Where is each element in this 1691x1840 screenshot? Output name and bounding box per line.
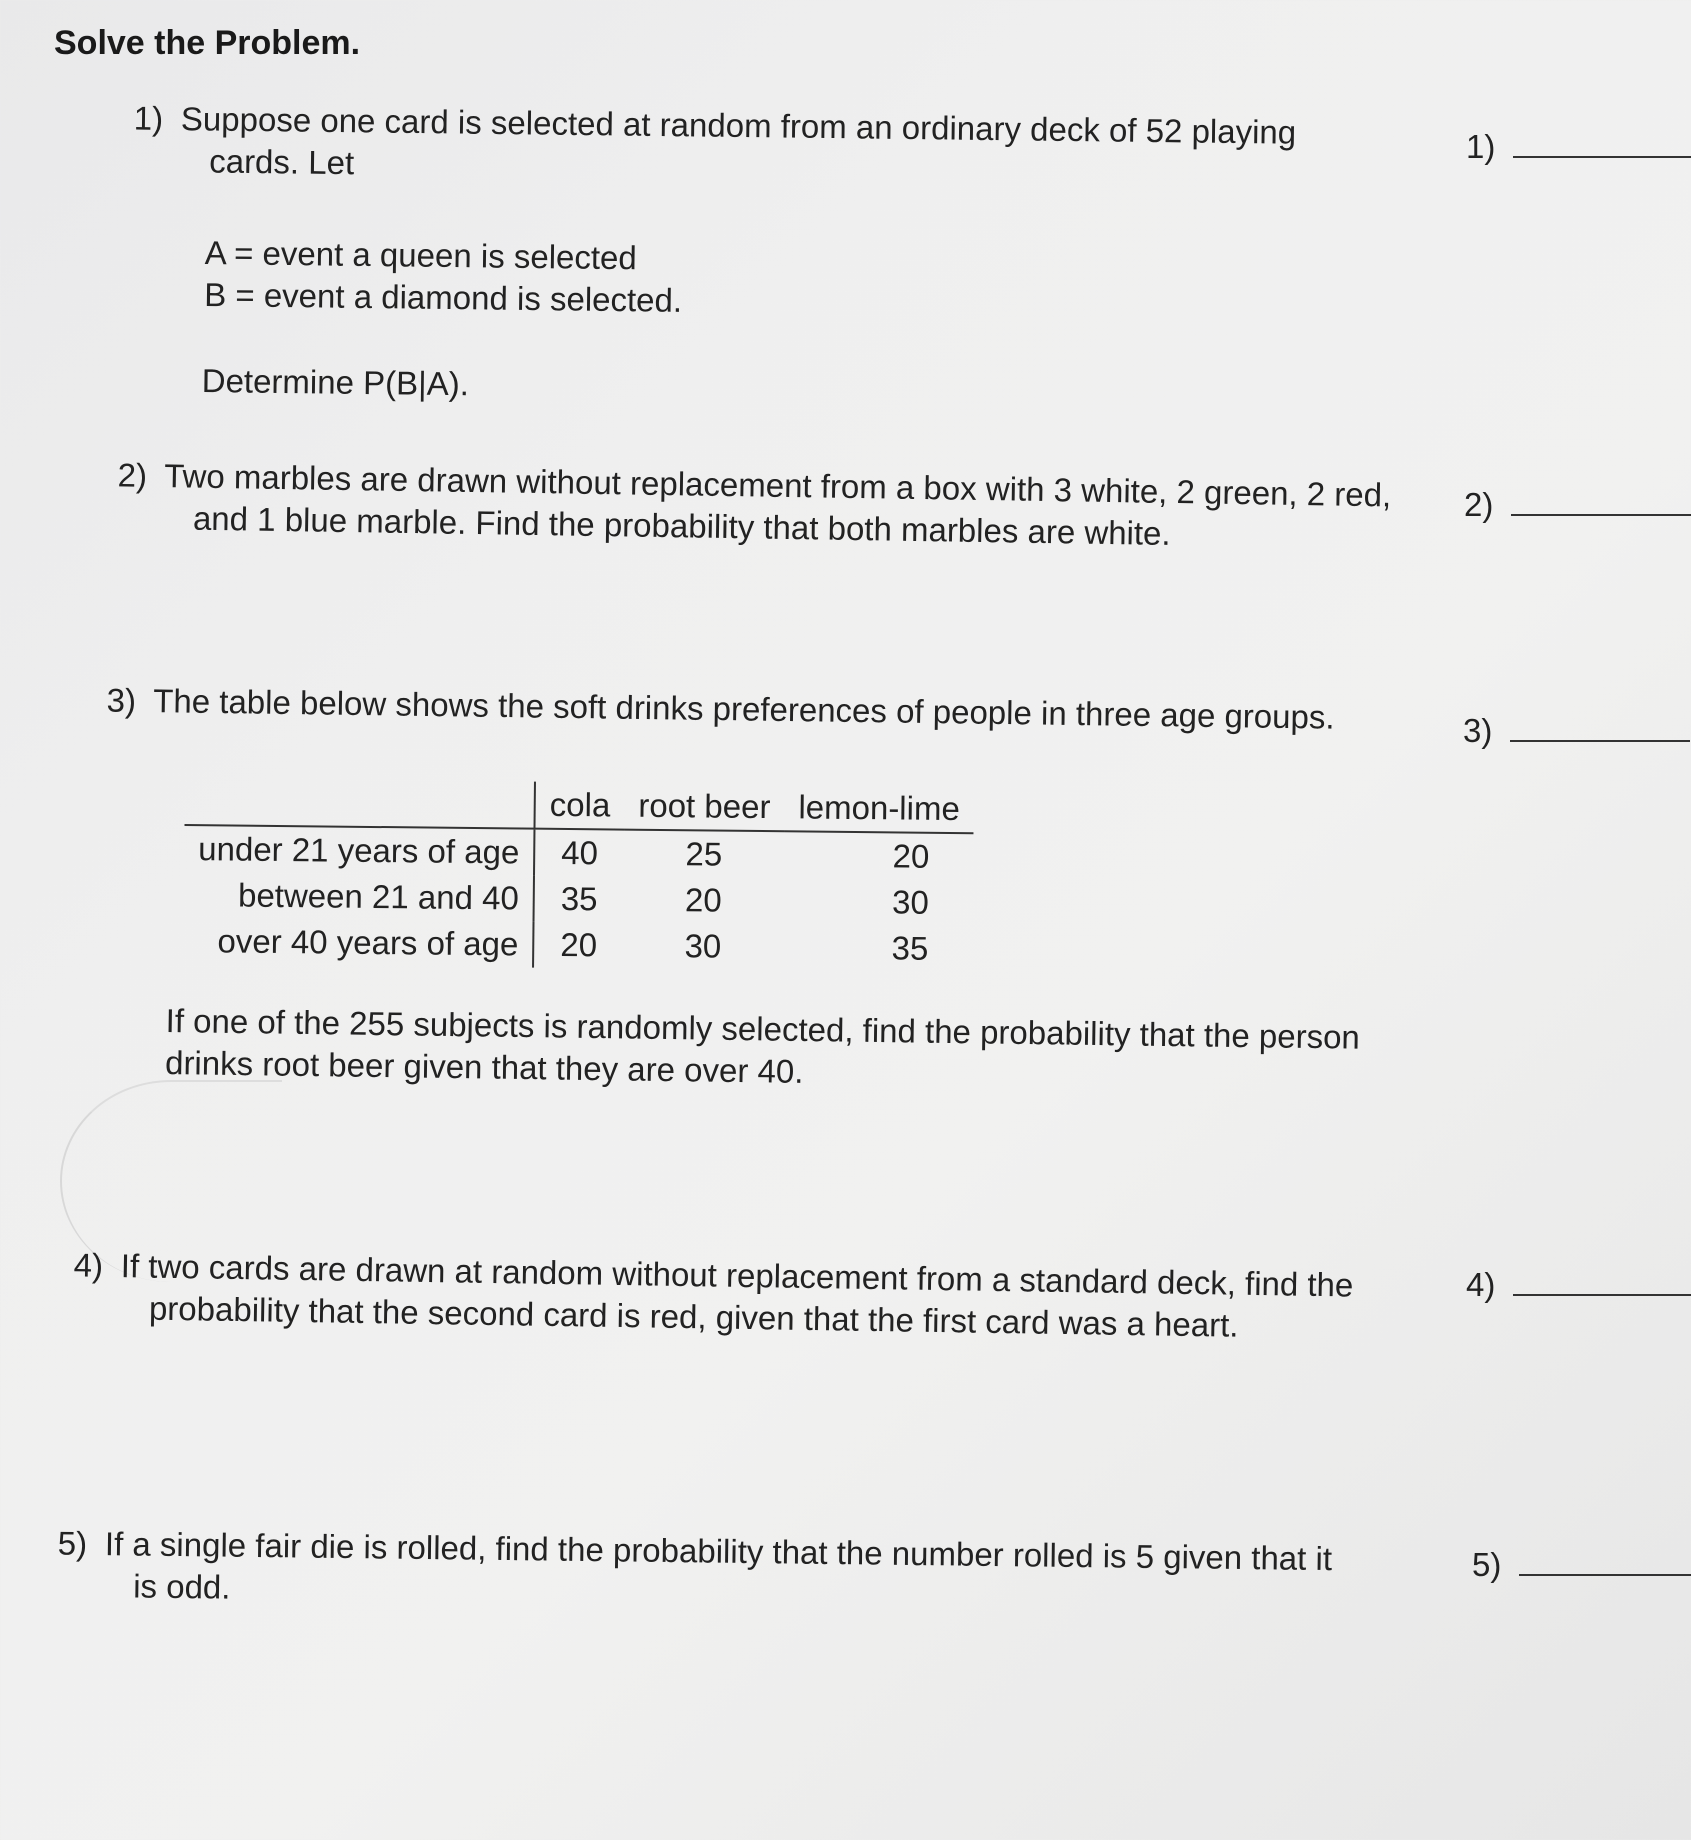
answer-line-4[interactable] [1513, 1292, 1691, 1296]
answer-label-2: 2) [1464, 486, 1494, 523]
answer-label-1: 1) [1466, 128, 1496, 165]
answer-blank-5[interactable] [1472, 1546, 1691, 1584]
cell-over-40-lemon-lime: 35 [891, 929, 929, 967]
question-5 [57, 1523, 1346, 1622]
answer-label-5: 5) [1472, 1546, 1502, 1583]
question-2 [117, 455, 1436, 559]
question-5-text: If a single fair die is rolled, find the probability that the number rolled is 5 given that it is odd. [104, 1525, 1333, 1606]
drink-preference-table [183, 778, 974, 972]
row-label-21-to-40: between 21 and 40 [184, 872, 535, 922]
event-a: A = event a queen is selected [204, 233, 638, 277]
question-3 [106, 680, 1344, 739]
cell-over-40-root-beer: 30 [684, 927, 722, 965]
answer-line-5[interactable] [1519, 1572, 1691, 1576]
answer-blank-3[interactable] [1463, 712, 1690, 750]
question-4-number: 4) [73, 1246, 104, 1284]
answer-label-4: 4) [1466, 1266, 1496, 1303]
answer-line-3[interactable] [1510, 738, 1690, 742]
question-1 [133, 98, 1392, 197]
question-4 [73, 1245, 1412, 1349]
row-label-under-21: under 21 years of age [184, 825, 535, 876]
cell-over-40-cola: 20 [560, 925, 598, 964]
cell-under-21-cola: 40 [561, 833, 599, 872]
question-4-prompt [73, 1245, 1412, 1349]
question-1-number: 1) [133, 99, 164, 137]
answer-label-3: 3) [1463, 712, 1493, 749]
cell-21-to-40-root-beer: 20 [684, 881, 722, 919]
answer-line-1[interactable] [1513, 154, 1691, 158]
question-3-prompt [106, 680, 1344, 739]
question-2-number: 2) [117, 456, 148, 494]
question-2-text: Two marbles are drawn without replacement from a box with 3 white, 2 green, 2 red, and 1 blue marble. Find the probability that both marbles are white. [163, 457, 1392, 552]
cell-21-to-40-cola: 35 [560, 879, 598, 918]
question-1-determine: Determine P(B|A). [201, 361, 470, 403]
answer-blank-1[interactable] [1466, 128, 1691, 166]
column-header-lemon-lime: lemon-lime [784, 784, 974, 833]
question-3-text: The table below shows the soft drinks preferences of people in three age groups. [153, 682, 1335, 736]
question-3-number: 3) [106, 681, 137, 719]
question-4-text: If two cards are drawn at random without replacement from a standard deck, find the probability that the second card is red, given that the first card was a heart. [120, 1247, 1354, 1344]
cell-21-to-40-lemon-lime: 30 [891, 883, 930, 921]
table-header-row [185, 778, 975, 833]
column-header-root-beer: root beer [624, 783, 785, 832]
question-1-events [204, 232, 683, 322]
table-row [184, 872, 974, 926]
table-corner [185, 778, 536, 829]
question-2-prompt [117, 455, 1436, 559]
question-5-number: 5) [57, 1524, 88, 1562]
worksheet-title: Solve the Problem. [54, 24, 361, 62]
cell-under-21-lemon-lime: 20 [892, 837, 930, 875]
answer-line-2[interactable] [1511, 512, 1691, 516]
row-label-over-40: over 40 years of age [183, 918, 534, 968]
question-3-followup: If one of the 255 subjects is randomly selected, find the probability that the person drinks root beer given that they are over 40. [164, 1001, 1361, 1090]
column-header-cola: cola [535, 782, 625, 830]
question-1-text: Suppose one card is selected at random from an ordinary deck of 52 playing cards. Let [180, 100, 1297, 182]
answer-blank-2[interactable] [1464, 486, 1691, 524]
answer-blank-4[interactable] [1466, 1266, 1691, 1304]
table-row [183, 918, 973, 972]
question-5-prompt [57, 1523, 1346, 1622]
cell-under-21-root-beer: 25 [685, 835, 723, 873]
table-row [184, 825, 974, 880]
event-b: B = event a diamond is selected. [204, 275, 683, 319]
question-1-prompt [133, 98, 1392, 197]
